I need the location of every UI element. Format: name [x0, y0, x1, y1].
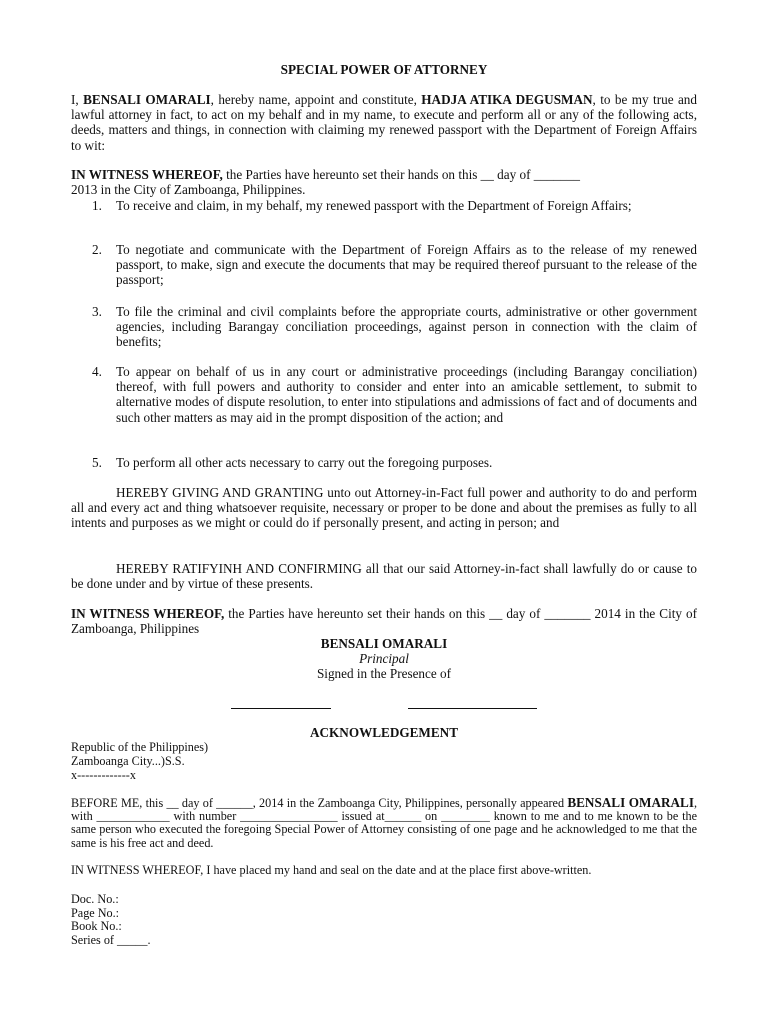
- witness-clause-2: [71, 606, 697, 636]
- document-title: SPECIAL POWER OF ATTORNEY: [280, 62, 488, 77]
- list-item-number: 4.: [92, 364, 102, 379]
- list-item-text: To file the criminal and civil complaints before the appropriate courts, administrative or other government agencies, including Barangay conciliation proceedings, against person in connection with the claim of benefits;: [116, 304, 697, 350]
- witness-clause-1: [71, 167, 697, 182]
- witness-1-text: the Parties have hereunto set their hands on this __ day of _______: [222, 167, 580, 182]
- list-item-text: To negotiate and communicate with the Department of Foreign Affairs as to the release of my renewed passport, to make, sign and execute the documents that may be required thereof pursuant to the release of the passport;: [116, 242, 697, 288]
- list-item-number: 2.: [92, 242, 102, 257]
- before-me-text-1: BEFORE ME, this __ day of ______, 2014 in the Zamboanga City, Philippines, personally appeared: [71, 796, 568, 810]
- list-item-text: To appear on behalf of us in any court or administrative proceedings (including Barangay conciliation) thereof, with full powers and authority to consider and enter into an amicable settlement, to submit to alternative modes of dispute resolution, to enter into stipulations and admissions of fact and of documents and such other matters as may aid in the prompt disposition of the action; and: [116, 364, 697, 425]
- series-field: Series of _____.: [71, 933, 151, 947]
- venue-line-city: Zamboanga City...)S.S.: [71, 754, 185, 768]
- intro-text-1: I,: [71, 92, 84, 107]
- witness-signature-line-right: [408, 708, 537, 709]
- witness-signature-line-left: [231, 708, 331, 709]
- appearing-name: BENSALI OMARALI: [567, 795, 694, 810]
- book-number-field: Book No.:: [71, 919, 122, 933]
- hereby-ratify-paragraph: HEREBY RATIFYINH AND CONFIRMING all that our said Attorney-in-fact shall lawfully do or cause to be done under and by virtue of these presents.: [71, 561, 697, 592]
- list-item: [92, 455, 697, 470]
- witness-2-text: the Parties have hereunto set their hands on this __ day of _______ 2014 in the City of Zamboanga, Philippines: [71, 606, 697, 637]
- list-item-text: To perform all other acts necessary to carry out the foregoing purposes.: [116, 455, 493, 470]
- witness-2-label: IN WITNESS WHEREOF,: [71, 606, 225, 621]
- doc-number-field: Doc. No.:: [71, 892, 119, 906]
- list-item-text: To receive and claim, in my behalf, my renewed passport with the Department of Foreign Affairs;: [116, 198, 632, 213]
- before-me-text-2: , with ____________ with number ________________ issued at______ on ________ known to me and to me known to be the same person who executed the foregoing Special Power of Attorney consisting of one page and he acknowledged to me that the same is his free act and deed.: [71, 796, 697, 850]
- page-number-field: Page No.:: [71, 906, 120, 920]
- venue-line-separator: x-------------x: [71, 768, 136, 782]
- intro-text-2: , hereby name, appoint and constitute,: [210, 92, 422, 107]
- signatory-name: BENSALI OMARALI: [320, 636, 448, 651]
- signed-presence-label: Signed in the Presence of: [316, 666, 452, 681]
- witness-1-line-2: 2013 in the City of Zamboanga, Philippines.: [71, 182, 306, 197]
- principal-name: BENSALI OMARALI: [83, 92, 211, 107]
- attorney-name: HADJA ATIKA DEGUSMAN: [421, 92, 593, 107]
- before-me-paragraph: [71, 796, 697, 850]
- signatory-role: Principal: [359, 651, 409, 666]
- list-item: [92, 242, 697, 288]
- notary-witness-clause: IN WITNESS WHEREOF, I have placed my hand and seal on the date and at the place first above-written.: [71, 863, 592, 877]
- list-item-number: 5.: [92, 455, 102, 470]
- list-item: [92, 198, 697, 213]
- list-item-number: 3.: [92, 304, 102, 319]
- witness-1-label: IN WITNESS WHEREOF,: [71, 167, 223, 182]
- list-item-number: 1.: [92, 198, 102, 213]
- acknowledgement-title: ACKNOWLEDGEMENT: [309, 725, 458, 740]
- list-item: [92, 304, 697, 350]
- intro-paragraph: [71, 92, 697, 153]
- hereby-giving-paragraph: HEREBY GIVING AND GRANTING unto out Attorney-in-Fact full power and authority to do and perform all and every act and thing whatsoever requisite, necessary or proper to be done and about the premises as fully to all intents and purposes as we might or could do if personally present, and acting in person; and: [71, 485, 697, 531]
- intro-text-3: , to be my true and lawful attorney in fact, to act on my behalf and in my name, to execute and perform all or any of the following acts, deeds, matters and things, in connection with claiming my renewed passport with the Department of Foreign Affairs to wit:: [71, 92, 697, 153]
- venue-line-republic: Republic of the Philippines): [71, 740, 209, 754]
- list-item: [92, 364, 697, 425]
